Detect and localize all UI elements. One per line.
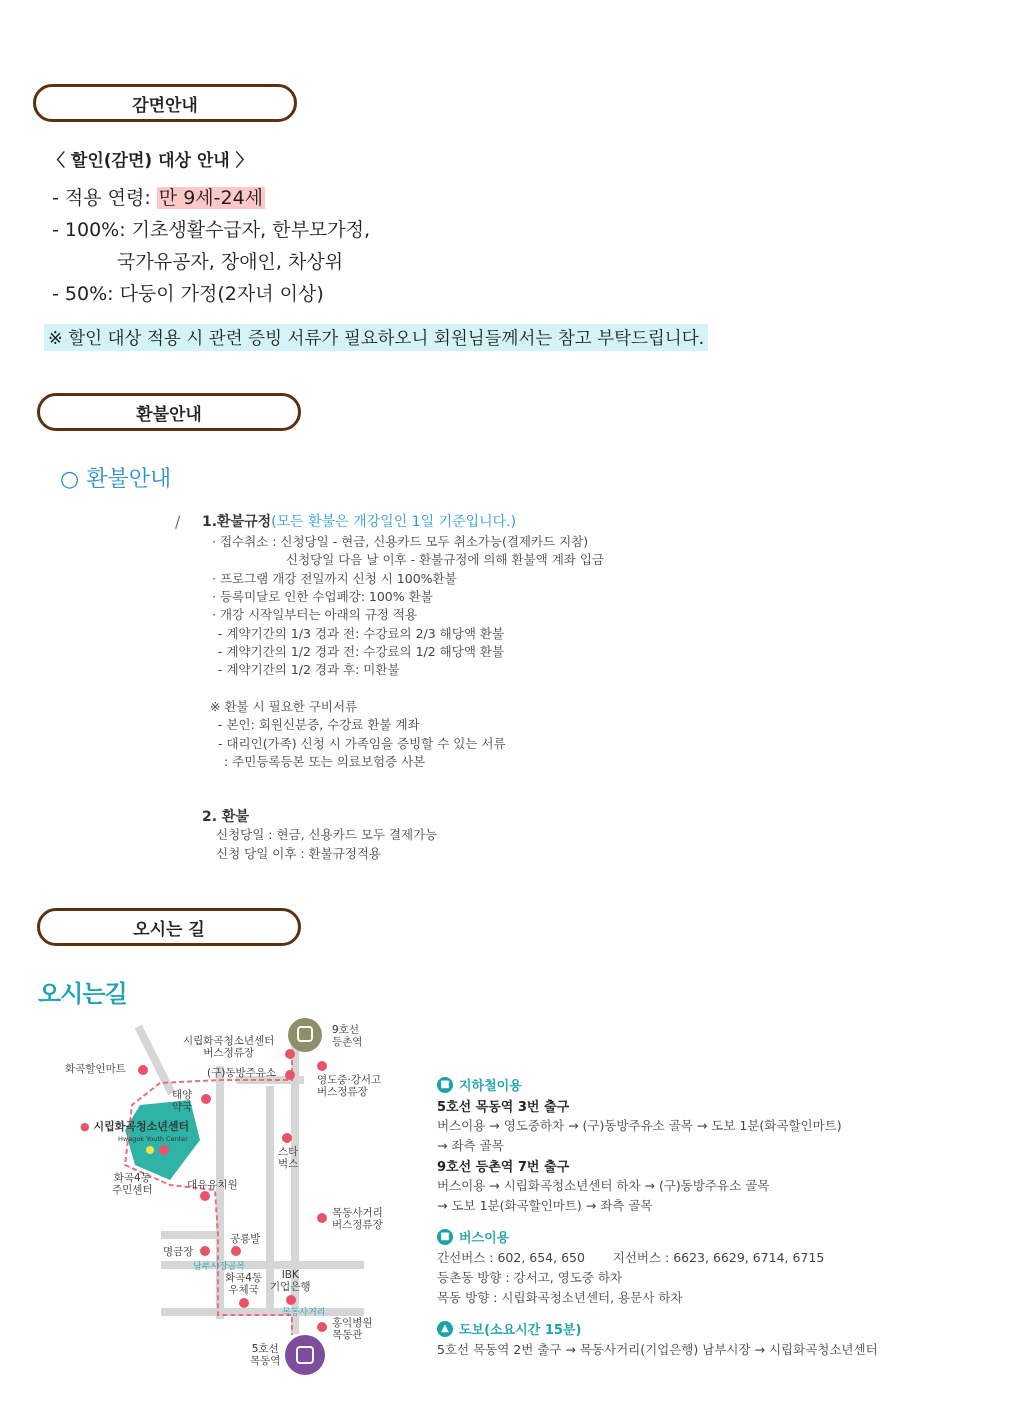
map-label-pharmacy: 태양 약국 <box>172 1089 193 1113</box>
subway-heading-label: 지하철이용 <box>459 1079 522 1094</box>
walk-heading <box>437 1319 581 1338</box>
refund-line-4: · 개강 시작일부터는 아래의 규정 적용 <box>212 607 417 622</box>
refund2-line-1: 신청 당일 이후 : 환불규정적용 <box>216 846 382 861</box>
map-center-name: 시립화곡청소년센터 <box>93 1120 190 1133</box>
refund-rule-title: 1.환불규정 <box>202 514 272 530</box>
subway-icon: ■ <box>437 1077 453 1093</box>
subway-line1-text: 버스이용 → 영도중하차 → (구)동방주유소 골목 → 도보 1분(화곡할인마트) <box>437 1118 842 1133</box>
subway-line2-text-2: → 도보 1분(화곡할인마트) → 좌측 골목 <box>437 1198 653 1213</box>
refund-line-1: 신청당일 다음 날 이후 - 환불규정에 의해 환불액 계좌 입금 <box>286 552 604 567</box>
subway-line1-text-2: → 좌측 골목 <box>437 1138 504 1153</box>
discount-age-value: 만 9세-24세 <box>158 187 264 209</box>
discount-50-line: - 50%: 다둥이 가정(2자녀 이상) <box>52 283 324 305</box>
bus-line-3: 목동 방향 : 시립화곡청소년센터, 용문사 하차 <box>437 1290 683 1305</box>
discount-100-line: - 100%: 기초생활수급자, 한부모가정, <box>52 219 371 241</box>
map-label-center-en: Hwagok Youth Center <box>118 1135 188 1143</box>
center-marker <box>146 1146 154 1154</box>
directions-section-header <box>37 908 301 946</box>
refund-section-title: ○ 환불안내 <box>60 467 172 492</box>
map-label-bus-stop-center: 시립화곡청소년센터 버스정류장 <box>183 1035 275 1059</box>
refund-line-6: - 계약기간의 1/2 경과 전: 수강료의 1/2 해당액 환불 <box>218 644 505 659</box>
map-label-gongryong: 공룡발 <box>230 1233 261 1245</box>
subway-heading <box>437 1075 522 1094</box>
map-label-mokdong-bus: 목동사거리 버스정류장 <box>332 1207 383 1231</box>
discount-title: 〈 할인(감면) 대상 안내 〉 <box>48 151 253 171</box>
refund-docs-3: : 주민등록등본 또는 의료보험증 사본 <box>224 754 426 769</box>
map-label-gas: (구)동방주유소 <box>207 1067 277 1079</box>
map-label-mokdong-cross: 목동사거리 <box>282 1308 326 1318</box>
station-top-icon <box>288 1018 322 1052</box>
refund-docs-1: - 본인: 회원신분증, 수강료 환불 계좌 <box>218 717 420 732</box>
map-label-center <box>80 1121 189 1133</box>
walk-heading-label: 도보(소요시간 15분) <box>459 1323 582 1338</box>
map-label-yeongdo: 영도중·강서고 버스정류장 <box>317 1074 382 1098</box>
map-label-center4: 화곡4동 주민센터 <box>112 1172 153 1196</box>
discount-section-header <box>33 84 297 122</box>
refund-line-0: · 접수취소 : 신청당일 - 현금, 신용카드 모두 취소가능(결제카드 지참) <box>212 534 589 549</box>
discount-header-label: 감면안내 <box>132 95 198 116</box>
map-label-myeonggeum: 명금장 <box>163 1246 194 1258</box>
discount-100-line-2: 국가유공자, 장애인, 차상위 <box>117 251 344 273</box>
map-label-kinder: 대유유치원 <box>187 1179 238 1191</box>
refund-rule-note: (모든 환불은 개강일인 1일 기준입니다.) <box>271 514 517 530</box>
discount-note: ※ 할인 대상 적용 시 관련 증빙 서류가 필요하오니 회원님들께서는 참고 부탁드립니다. <box>44 324 708 351</box>
map-label-ibk: IBK 기업은행 <box>270 1269 311 1293</box>
map-center-icon: ● <box>80 1120 90 1133</box>
bus-line-2: 등촌동 방향 : 강서고, 영도중 하차 <box>437 1270 623 1285</box>
map-label-post: 화곡4동 우체국 <box>225 1272 263 1296</box>
map-label-nambu: 남부시장골목 <box>193 1262 246 1272</box>
refund-line-2: · 프로그램 개강 전일까지 신청 시 100%환불 <box>212 571 457 586</box>
refund-section-header <box>37 393 301 431</box>
road-diagonal <box>140 1030 170 1090</box>
subway-line1-title: 5호선 목동역 3번 출구 <box>437 1100 570 1115</box>
refund-header-label: 환불안내 <box>136 404 202 425</box>
refund-line-3: · 등록미달로 인한 수업폐강: 100% 환불 <box>212 589 433 604</box>
map-label-mart: 화곡할인마트 <box>65 1063 126 1075</box>
subway-line2-title: 9호선 등촌역 7번 출구 <box>437 1160 570 1175</box>
refund-line-7: - 계약기간의 1/2 경과 후: 미환불 <box>218 662 400 677</box>
bus-heading-label: 버스이용 <box>459 1231 510 1246</box>
refund-line-5: - 계약기간의 1/3 경과 전: 수강료의 2/3 해당액 환불 <box>218 626 505 641</box>
discount-age-prefix: - 적용 연령: <box>52 187 157 209</box>
walk-line-1: 5호선 목동역 2번 출구 → 목동사거리(기업은행) 남부시장 → 시립화곡청소년센터 <box>437 1342 878 1357</box>
refund-docs-0: ※ 환불 시 필요한 구비서류 <box>210 699 358 714</box>
refund2-title: 2. 환불 <box>202 809 249 825</box>
station-bottom-icon <box>285 1335 325 1375</box>
directions-title: 오시는길 <box>38 980 127 1008</box>
refund2-line-0: 신청당일 : 현금, 신용카드 모두 결제가능 <box>216 827 438 842</box>
map-label-station-top: 9호선 등촌역 <box>332 1024 363 1048</box>
bus-heading <box>437 1227 509 1246</box>
refund-rule-heading <box>202 511 516 531</box>
directions-map <box>60 1015 420 1375</box>
map-label-station-bottom: 5호선 목동역 <box>250 1343 281 1367</box>
subway-line2-text: 버스이용 → 시립화곡청소년센터 하차 → (구)동방주유소 골목 <box>437 1178 770 1193</box>
discount-age-line <box>52 183 265 210</box>
directions-header-label: 오시는 길 <box>133 919 205 940</box>
map-label-hongik: 홍익병원 목동관 <box>332 1317 373 1341</box>
bus-line-1: 간선버스 : 602, 654, 650 지선버스 : 6623, 6629, 6714, 6715 <box>437 1250 825 1265</box>
map-label-starbucks: 스타 벅스 <box>278 1146 299 1170</box>
refund-docs-2: - 대리인(가족) 신청 시 가족임을 증빙할 수 있는 서류 <box>218 736 506 751</box>
slash-mark: / <box>175 512 181 531</box>
bus-icon: ■ <box>437 1229 453 1245</box>
walk-icon: ▲ <box>437 1321 453 1337</box>
